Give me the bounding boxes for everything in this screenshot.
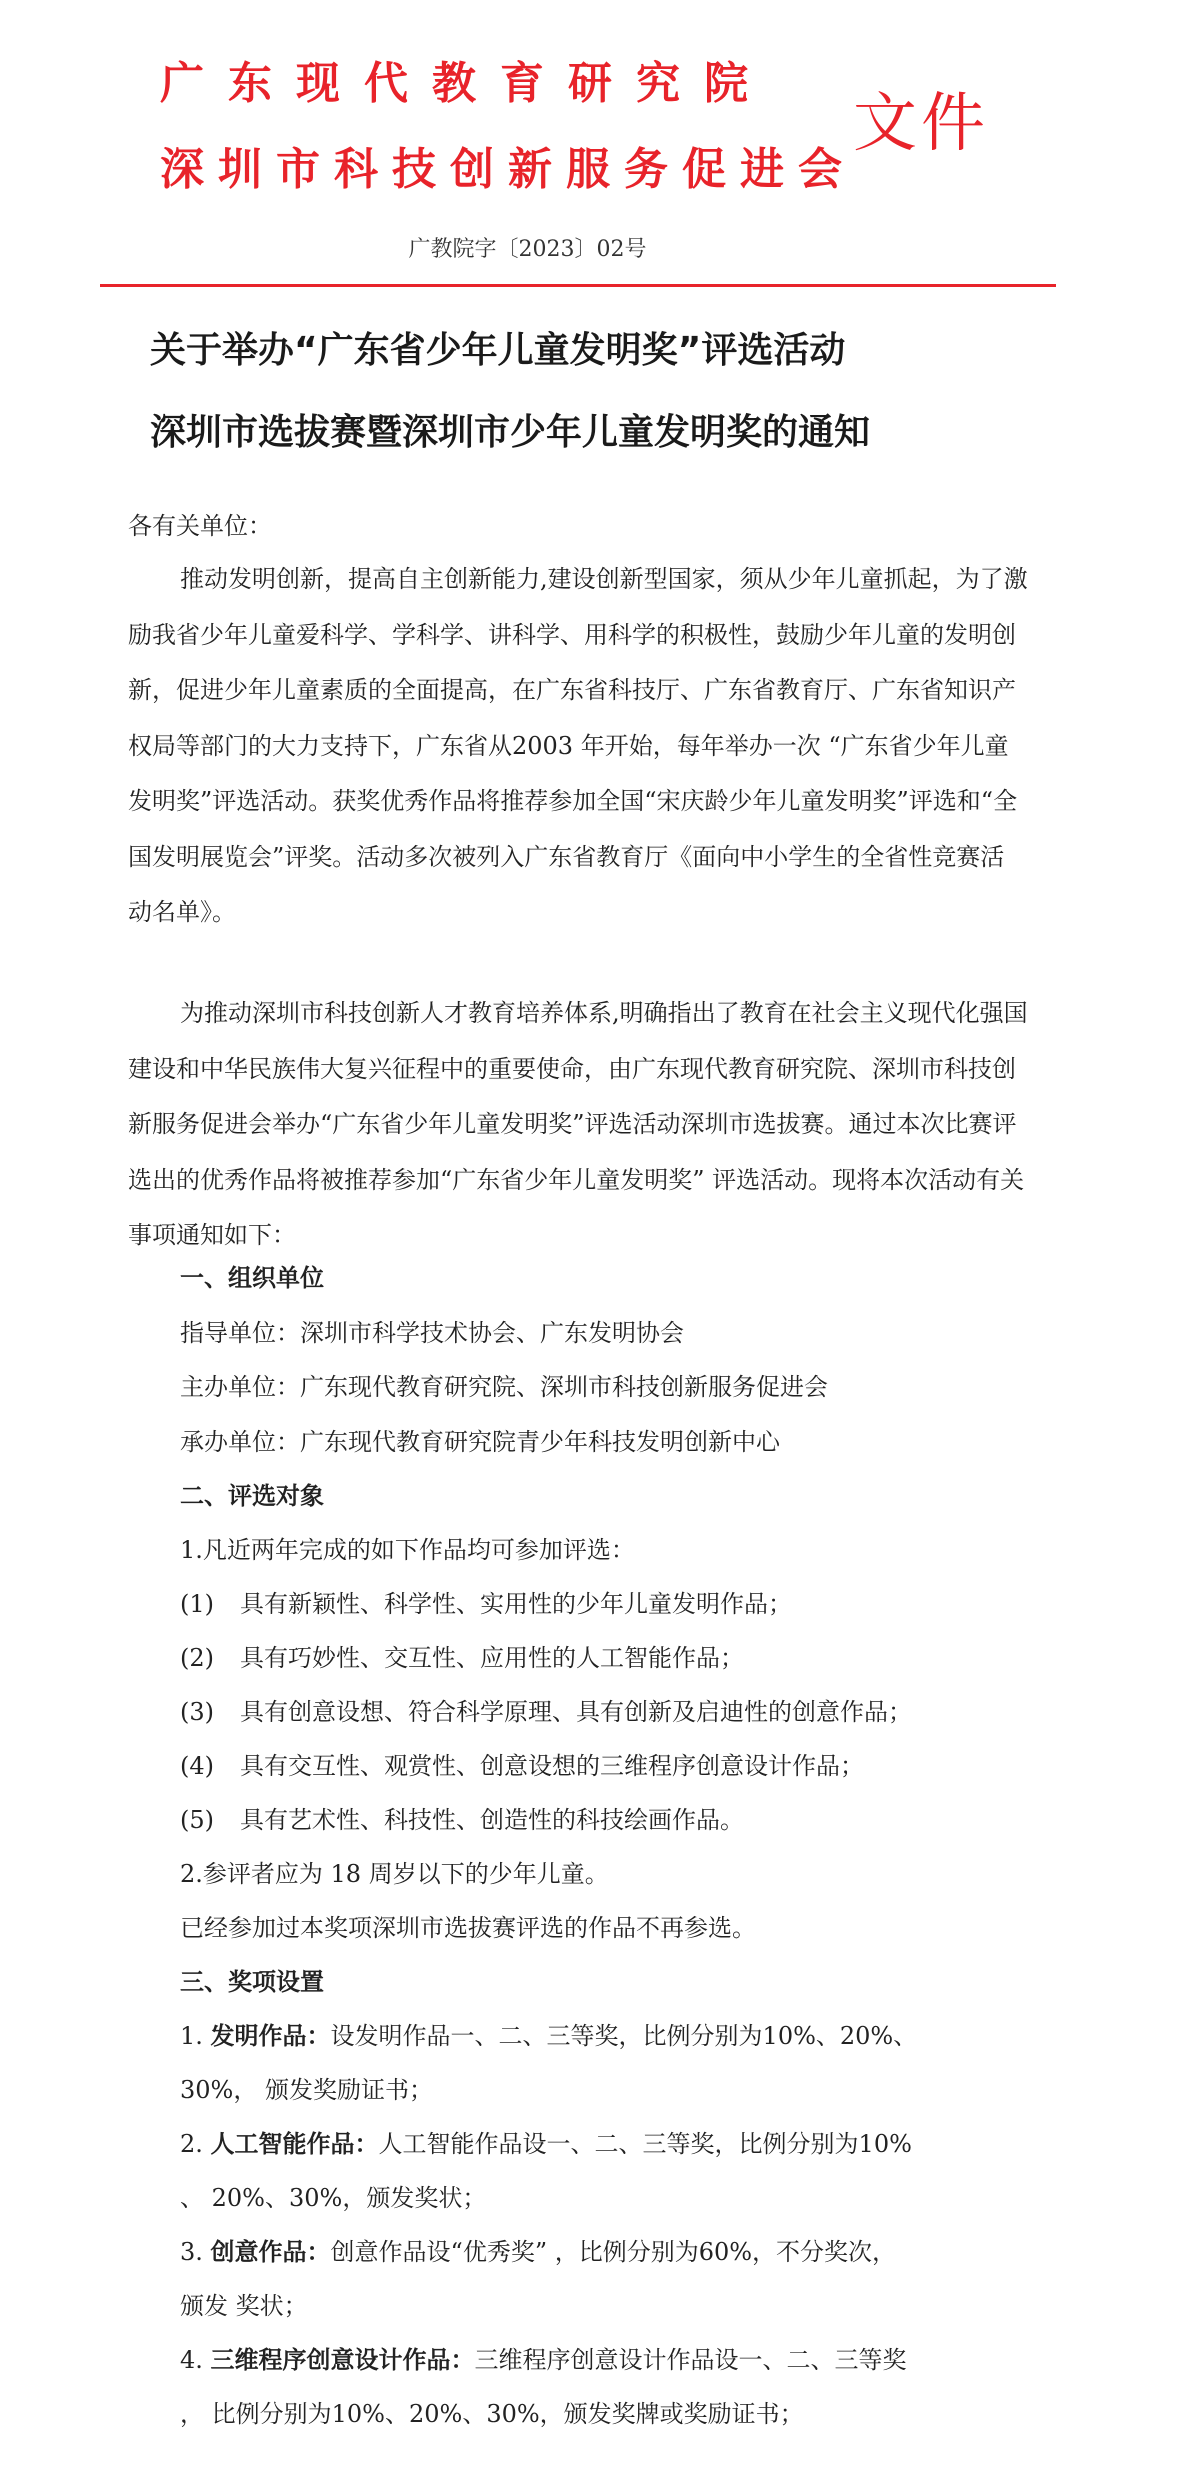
list-item-text: 具有巧妙性、交互性、应用性的人工智能作品；: [240, 1644, 744, 1672]
list-item-number: (4): [180, 1752, 214, 1780]
list-item: [180, 1586, 792, 1622]
award-label: 三维程序创意设计作品：: [210, 2346, 475, 2374]
award-item: [180, 2018, 917, 2054]
eligibility-intro: 1.凡近两年完成的如下作品均可参加评选：: [180, 1536, 635, 1564]
list-item-number: (5): [180, 1806, 214, 1834]
award-number: 3.: [180, 2238, 203, 2266]
list-item-number: (2): [180, 1644, 214, 1672]
award-text: 创意作品设“优秀奖” ，比例分别为60%，不分奖次，: [330, 2238, 897, 2266]
exclusion-note: 已经参加过本奖项深圳市选拔赛评选的作品不再参选。: [180, 1914, 756, 1942]
list-item: [180, 1640, 744, 1676]
organizer-unit: 承办单位：广东现代教育研究院青少年科技发明创新中心: [180, 1428, 780, 1456]
award-item-continued: 、 20%、30%，颁发奖状；: [180, 2184, 487, 2212]
section-heading-eligibility: 二、评选对象: [180, 1482, 324, 1510]
award-item: [180, 2126, 912, 2162]
award-label: 创意作品：: [210, 2238, 331, 2266]
award-item-continued: 颁发 奖状；: [180, 2292, 308, 2320]
list-item-text: 具有创意设想、符合科学原理、具有创新及启迪性的创意作品；: [240, 1698, 912, 1726]
award-text: 三维程序创意设计作品设一、二、三等奖: [474, 2346, 907, 2374]
list-item-text: 具有新颖性、科学性、实用性的少年儿童发明作品；: [240, 1590, 792, 1618]
paragraph-purpose: 为推动深圳市科技创新人才教育培养体系,明确指出了教育在社会主义现代化强国建设和中华民族伟大复兴征程中的重要使命，由广东现代教育研究院、深圳市科技创新服务促进会举办“广东省少年儿童发明奖”评选活动深圳市选拔赛。通过本次比赛评选出的优秀作品将被推荐参加“广东省少年儿童发明奖” 评选活动。现将本次活动有关事项通知如下：: [128, 999, 1028, 1249]
guide-unit: 指导单位：深圳市科学技术协会、广东发明协会: [180, 1319, 684, 1347]
red-divider: [100, 284, 1056, 287]
paragraph-intro: 推动发明创新，提高自主创新能力,建设创新型国家，须从少年儿童抓起，为了激励我省少年儿童爱科学、学科学、讲科学、用科学的积极性，鼓励少年儿童的发明创新，促进少年儿童素质的全面提高，在广东省科技厅、广东省教育厅、广东省知识产权局等部门的大力支持下，广东省从2003 年开始，每年举办一次 “广东省少年儿童发明奖”评选活动。获奖优秀作品将推荐参加全国“宋庆龄少年儿童发明奖”评选和“全国发明展览会”评奖。活动多次被列入广东省教育厅《面向中小学生的全省性竞赛活动名单》。: [128, 565, 1028, 926]
award-item-continued: ， 比例分别为10%、20%、30%，颁发奖牌或奖励证书；: [180, 2400, 804, 2428]
list-item-text: 具有交互性、观赏性、创意设想的三维程序创意设计作品；: [240, 1752, 864, 1780]
title-line-1: 关于举办“广东省少年儿童发明奖”评选活动: [150, 330, 846, 371]
host-unit: 主办单位：广东现代教育研究院、深圳市科技创新服务促进会: [180, 1373, 828, 1401]
list-item: [180, 1802, 744, 1838]
award-number: 1.: [180, 2022, 203, 2050]
document-number: 广教院字〔2023〕02号: [408, 237, 647, 262]
award-item-continued: 30%， 颁发奖励证书；: [180, 2076, 433, 2104]
award-label: 发明作品：: [210, 2022, 331, 2050]
issuer-line-2: 深圳市科技创新服务促进会: [160, 144, 856, 195]
list-item: [180, 1694, 912, 1730]
title-line-2: 深圳市选拔赛暨深圳市少年儿童发明奖的通知: [150, 412, 871, 453]
list-item-text: 具有艺术性、科技性、创造性的科技绘画作品。: [240, 1806, 744, 1834]
list-item: [180, 1748, 864, 1784]
award-number: 4.: [180, 2346, 203, 2374]
award-label: 人工智能作品：: [210, 2130, 379, 2158]
award-text: 人工智能作品设一、二、三等奖，比例分别为10%: [378, 2130, 912, 2158]
list-item-number: (3): [180, 1698, 214, 1726]
award-number: 2.: [180, 2130, 203, 2158]
award-item: [180, 2342, 907, 2378]
age-requirement: 2.参评者应为 18 周岁以下的少年儿童。: [180, 1860, 609, 1888]
award-item: [180, 2234, 896, 2270]
list-item-number: (1): [180, 1590, 214, 1618]
section-heading-organizers: 一、组织单位: [180, 1264, 324, 1292]
award-text: 设发明作品一、二、三等奖，比例分别为10%、20%、: [330, 2022, 918, 2050]
salutation: 各有关单位：: [128, 512, 272, 540]
section-heading-awards: 三、奖项设置: [180, 1968, 324, 1996]
issuer-line-1: 广东现代教育研究院: [160, 58, 772, 109]
document-label: 文件: [853, 87, 989, 161]
